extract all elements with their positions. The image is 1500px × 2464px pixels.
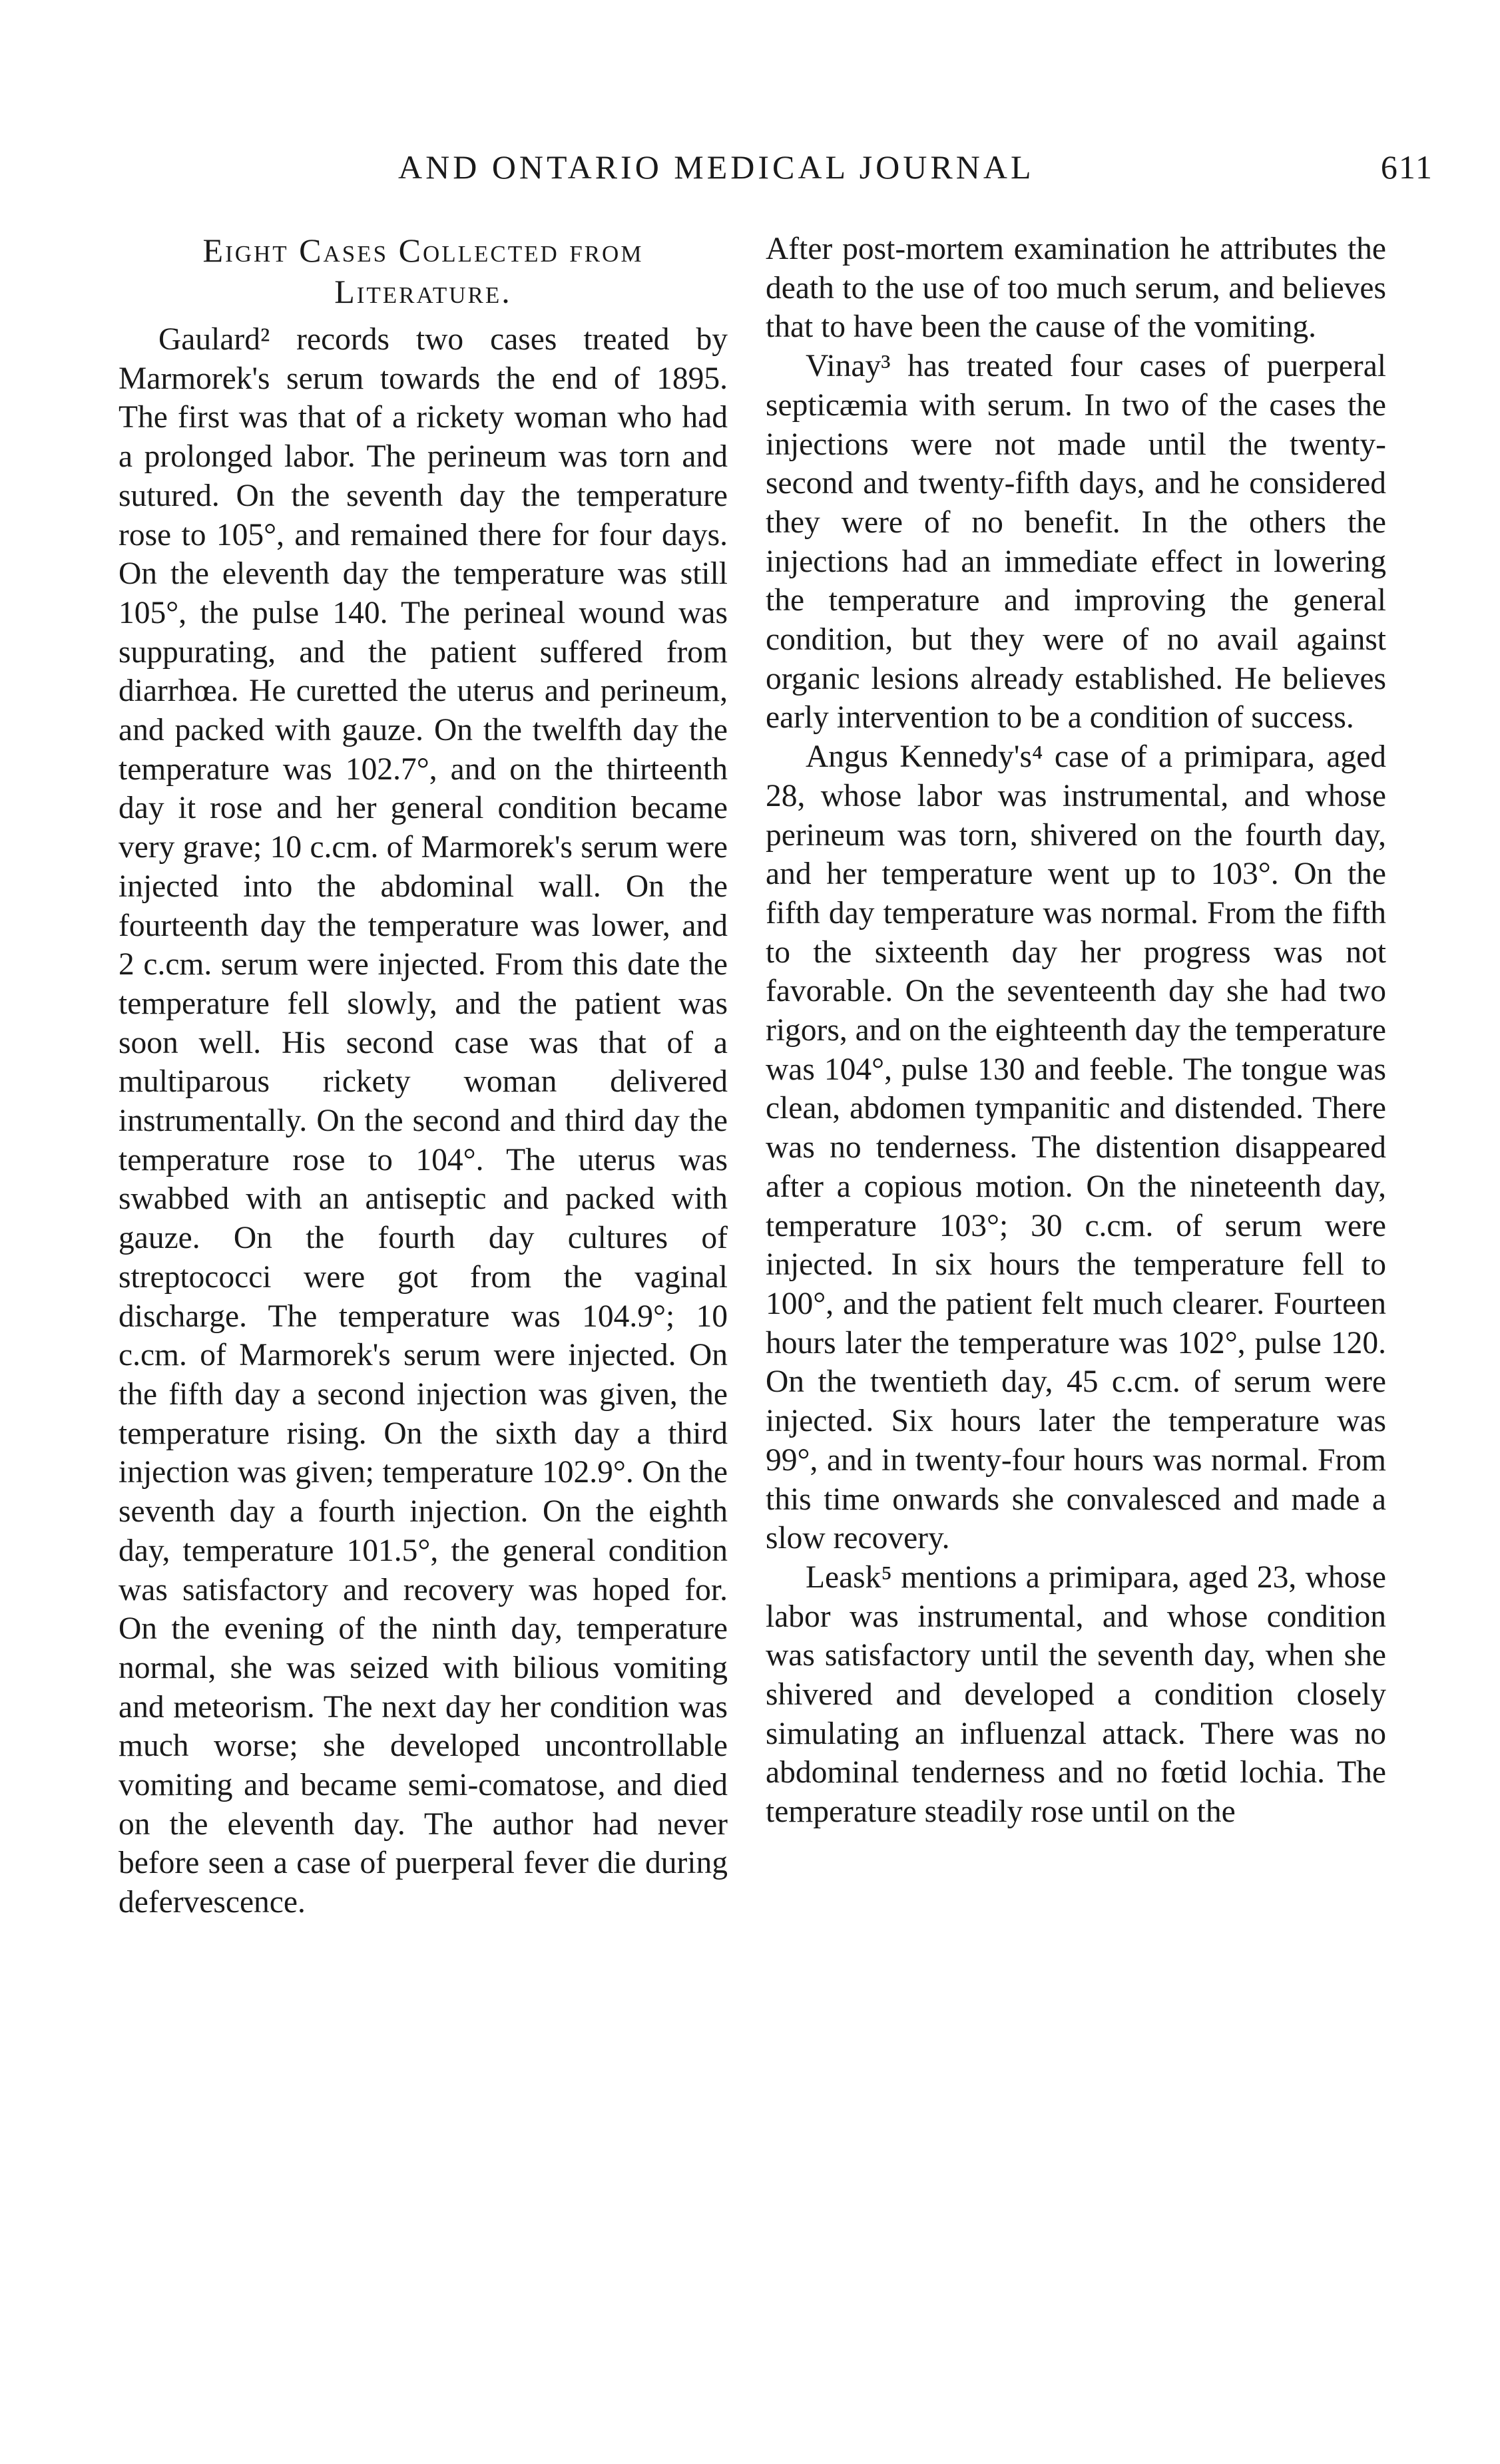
page-number: 611	[1380, 148, 1433, 186]
paragraph-kennedy: Angus Kennedy's⁴ case of a primipara, aged 28, whose labor was instrumental, and whose perineum was torn, shivered on the fourth day, and her temperature went up to 103°. On the fifth day temperature was normal. From the fifth to the sixteenth day her progress was not favorable. On the seventeenth day she had two rigors, and on the eighteenth day the temperature was 104°, pulse 130 and feeble. The tongue was clean, abdomen tympanitic and distended. There was no tenderness. The distention disappeared after a copious motion. On the nineteenth day, temperature 103°; 30 c.cm. of serum were injected. In six hours the temperature fell to 100°, and the patient felt much clearer. Fourteen hours later the temperature was 102°, pulse 120. On the twentieth day, 45 c.cm. of serum were injected. Six hours later the temperature was 99°, and in twenty-four hours was normal. From this time onwards she convalesced and made a slow recovery.	[766, 739, 1386, 1556]
paragraph-leask: Leask⁵ mentions a primipara, aged 23, whose labor was instrumental, and whose condition was satisfactory until the seventh day, when she shivered and developed a condition closely simulating an influenzal attack. There was no abdominal tenderness and no fœtid lochia. The temperature steadily rose until on the	[766, 1559, 1386, 1830]
left-column	[119, 230, 728, 1922]
paragraph-continuation: After post-mortem examination he attributes the death to the use of too much serum, and believes that to have been the cause of the vomiting.	[766, 232, 1386, 345]
running-head	[0, 148, 1500, 194]
paragraph-gaulard: Gaulard² records two cases treated by Marmorek's serum towards the end of 1895. The first was that of a rickety woman who had a prolonged labor. The perineum was torn and sutured. On the seventh day the temperature rose to 105°, and remained there for four days. On the eleventh day the temperature was still 105°, the pulse 140. The perineal wound was suppurating, and the patient suffered from diarrhœa. He curetted the uterus and perineum, and packed with gauze. On the twelfth day the temperature was 102.7°, and on the thirteenth day it rose and her general condition became very grave; 10 c.cm. of Marmorek's serum were injected into the abdominal wall. On the fourteenth day the temperature was lower, and 2 c.cm. serum were injected. From this date the temperature fell slowly, and the patient was soon well. His second case was that of a multiparous rickety woman delivered instrumentally. On the second and third day the temperature rose to 104°. The uterus was swabbed with an antiseptic and packed with gauze. On the fourth day cultures of streptococci were got from the vaginal discharge. The temperature was 104.9°; 10 c.cm. of Marmorek's serum were injected. On the fifth day a second injection was given, the temperature rising. On the sixth day a third injection was given; temperature 102.9°. On the seventh day a fourth injection. On the eighth day, temperature 101.5°, the general condition was satisfactory and recovery was hoped for. On the evening of the ninth day, temperature normal, she was seized with bilious vomiting and meteorism. The next day her condition was much worse; she developed uncontrollable vomiting and became semi-comatose, and died on the eleventh day. The author had never before seen a case of puerperal fever die during defervescence.	[119, 322, 728, 1920]
running-title: AND ONTARIO MEDICAL JOURNAL	[398, 148, 1035, 186]
section-heading: Eight Cases Collected from Literature.	[202, 232, 644, 310]
right-column	[766, 230, 1386, 1832]
paragraph-vinay: Vinay³ has treated four cases of puerperal septicæmia with serum. In two of the cases the injections were not made until the twenty-second and twenty-fifth days, and he considered they were of no benefit. In the others the injections had an immediate effect in lowering the temperature and improving the general condition, but they were of no avail against organic lesions already established. He believes early intervention to be a condition of success.	[766, 349, 1386, 735]
